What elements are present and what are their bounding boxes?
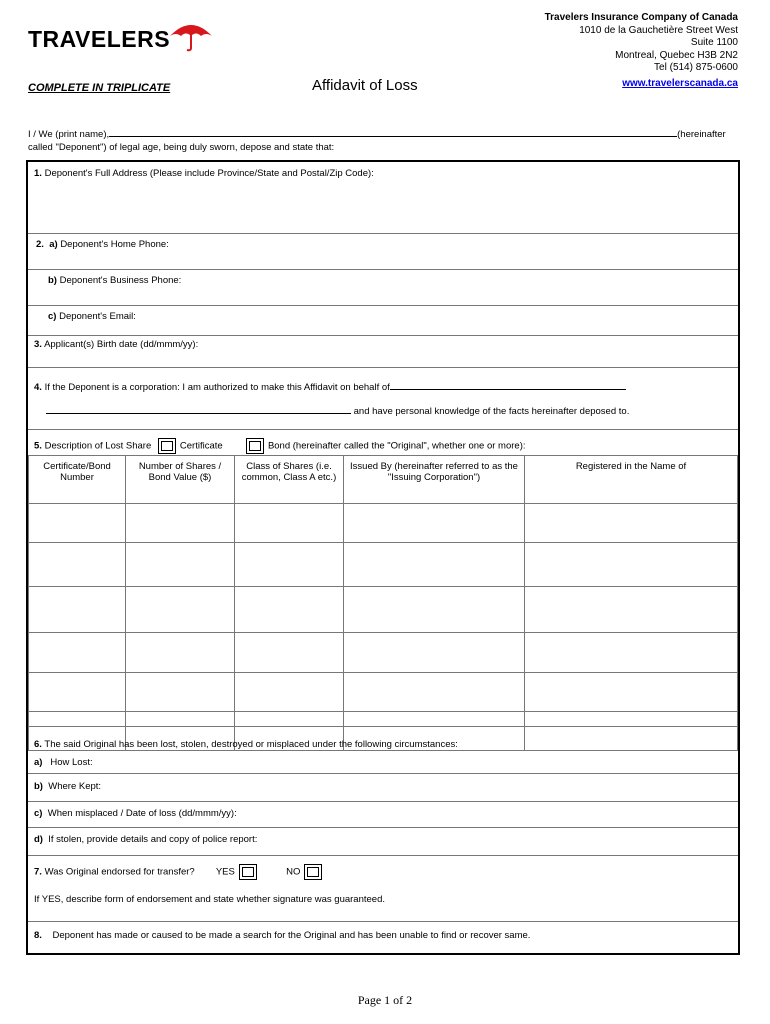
where-kept-label: Where Kept: (48, 781, 102, 792)
table-cell[interactable] (525, 587, 738, 633)
item-key: a) (34, 757, 43, 768)
table-cell[interactable] (29, 543, 126, 587)
travelers-logo (28, 20, 198, 60)
bond-label: Bond (hereinafter called the "Original", whether one or more): (267, 440, 526, 452)
page-number: Page 1 of 2 (357, 993, 413, 1007)
section-3-birth-date[interactable] (28, 336, 738, 368)
endorsement-label: Was Original endorsed for transfer? (44, 866, 195, 878)
table-row (29, 543, 738, 587)
header-class-of-shares: Class of Shares (i.e. common, Class A etc.) (235, 456, 344, 504)
home-phone-label: Deponent's Home Phone: (60, 239, 169, 250)
item-key: a) (49, 239, 58, 250)
umbrella-icon (168, 20, 214, 52)
affidavit-form (26, 160, 740, 955)
table-cell[interactable] (29, 633, 126, 673)
table-cell[interactable] (525, 673, 738, 712)
section-number: 5. (34, 440, 42, 452)
triplicate-note: COMPLETE IN TRIPLICATE (28, 82, 171, 94)
table-cell[interactable] (126, 673, 235, 712)
knowledge-statement: and have personal knowledge of the facts hereinafter deposed to. (353, 406, 630, 417)
intro-line-2: called "Deponent") of legal age, being duly sworn, depose and state that: (28, 142, 335, 153)
how-lost-label: How Lost: (50, 757, 93, 768)
table-header-row (29, 456, 738, 504)
table-cell[interactable] (126, 587, 235, 633)
table-cell[interactable] (525, 633, 738, 673)
item-key: c) (34, 808, 43, 819)
address-line-1: 1010 de la Gauchetière Street West (579, 24, 738, 36)
section-number: 7. (34, 866, 42, 878)
section-number: 6. (34, 739, 42, 750)
table-cell[interactable] (29, 587, 126, 633)
email-label: Deponent's Email: (59, 311, 136, 322)
header-registered-name: Registered in the Name of (525, 456, 738, 504)
section-7-endorsement (28, 856, 738, 922)
table-cell[interactable] (126, 633, 235, 673)
endorsement-note: If YES, describe form of endorsement and state whether signature was guaranteed. (34, 894, 385, 905)
table-cell[interactable] (525, 504, 738, 543)
birth-date-label: Applicant(s) Birth date (dd/mmm/yy): (44, 339, 199, 350)
address-line-2: Suite 1100 (690, 37, 738, 48)
section-2a-home-phone[interactable] (28, 234, 738, 270)
intro-statement (28, 126, 748, 154)
table-cell[interactable] (344, 633, 525, 673)
lost-shares-table (28, 455, 738, 751)
section-1-address[interactable] (28, 162, 738, 234)
section-5-description (28, 430, 738, 455)
header-issued-by: Issued By (hereinafter referred to as the "Issuing Corporation") (344, 456, 525, 504)
table-cell[interactable] (525, 543, 738, 587)
section-number: 4. (34, 382, 42, 393)
certificate-checkbox[interactable] (158, 438, 176, 454)
section-number: 3. (34, 339, 42, 350)
police-report-label: If stolen, provide details and copy of police report: (48, 834, 258, 845)
website-link[interactable]: www.travelerscanada.ca (622, 77, 738, 89)
intro-prefix: I / We (print name), (28, 129, 110, 140)
table-cell[interactable] (126, 504, 235, 543)
table-cell[interactable] (344, 504, 525, 543)
circumstances-label: The said Original has been lost, stolen, destroyed or misplaced under the following circumstances: (44, 739, 458, 750)
table-cell[interactable] (344, 587, 525, 633)
table-row (29, 633, 738, 673)
search-statement: Deponent has made or caused to be made a search for the Original and has been unable to find or recover same. (52, 930, 531, 941)
business-phone-label: Deponent's Business Phone: (59, 275, 182, 286)
phone-number: Tel (514) 875-0600 (654, 62, 738, 73)
section-number: 2. (36, 239, 44, 250)
table-cell[interactable] (344, 673, 525, 712)
item-key: b) (48, 275, 57, 286)
item-key: b) (34, 781, 43, 792)
date-of-loss-label: When misplaced / Date of loss (dd/mmm/yy): (47, 808, 237, 819)
header-number-of-shares: Number of Shares / Bond Value ($) (126, 456, 235, 504)
section-4-corporation (28, 368, 738, 430)
section-6c-date-of-loss[interactable] (28, 802, 738, 828)
section-number: 8. (34, 930, 42, 941)
company-info (545, 12, 738, 90)
logo-text: TRAVELERS (28, 26, 171, 52)
item-key: d) (34, 834, 43, 845)
table-cell[interactable] (29, 673, 126, 712)
table-cell[interactable] (235, 504, 344, 543)
table-cell[interactable] (235, 587, 344, 633)
section-2b-business-phone[interactable] (28, 270, 738, 306)
section-number: 1. (34, 168, 42, 179)
item-key: c) (48, 311, 57, 322)
page-title: Affidavit of Loss (312, 77, 418, 94)
section-6b-where-kept[interactable] (28, 774, 738, 802)
bond-checkbox[interactable] (246, 438, 264, 454)
table-row (29, 587, 738, 633)
name-field[interactable] (109, 126, 677, 137)
section-8-search (28, 922, 738, 953)
corporation-name-field-2[interactable] (46, 404, 351, 414)
table-row (29, 504, 738, 543)
company-name: Travelers Insurance Company of Canada (544, 12, 738, 23)
section-2c-email[interactable] (28, 306, 738, 336)
table-cell[interactable] (235, 673, 344, 712)
address-line-3: Montreal, Quebec H3B 2N2 (615, 49, 738, 61)
corporation-label: If the Deponent is a corporation: I am authorized to make this Affidavit on behalf of (44, 382, 390, 393)
header-certificate-number: Certificate/Bond Number (29, 456, 126, 504)
section-6d-police-report[interactable] (28, 828, 738, 856)
table-cell[interactable] (235, 633, 344, 673)
certificate-label: Certificate (179, 440, 223, 452)
yes-label: YES (215, 866, 235, 878)
table-row (29, 673, 738, 712)
intro-suffix: (hereinafter (677, 129, 726, 140)
table-cell[interactable] (126, 543, 235, 587)
table-cell[interactable] (29, 504, 126, 543)
table-cell[interactable] (235, 543, 344, 587)
section-6-circumstances[interactable] (28, 726, 738, 774)
table-cell[interactable] (344, 543, 525, 587)
no-checkbox[interactable] (304, 864, 322, 880)
corporation-name-field[interactable] (390, 380, 626, 390)
yes-checkbox[interactable] (239, 864, 257, 880)
lost-share-label: Description of Lost Share (44, 440, 152, 452)
no-label: NO (286, 866, 301, 878)
address-label: Deponent's Full Address (Please include Province/State and Postal/Zip Code): (44, 168, 374, 179)
